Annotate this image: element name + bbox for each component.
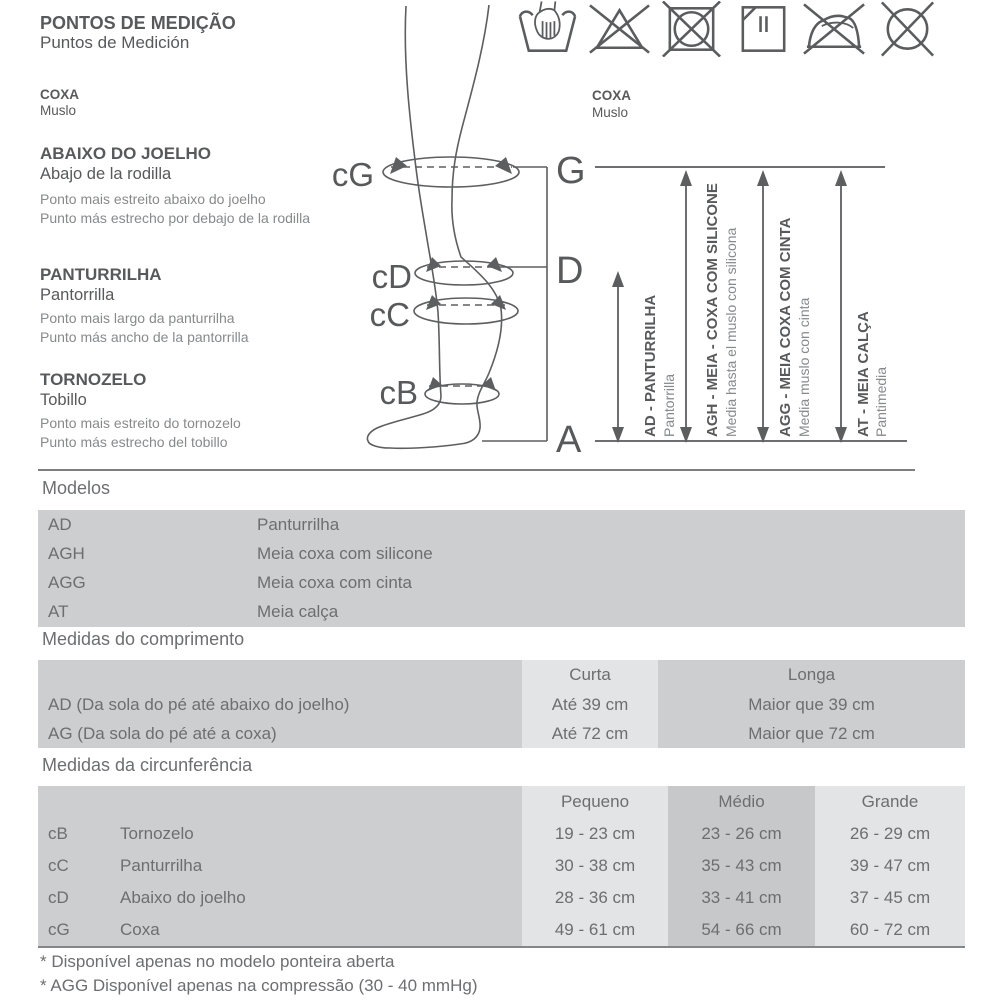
- circ-medio-value: 54 - 66 cm: [668, 914, 815, 946]
- point-name-es: Abajo de la rodilla: [40, 165, 172, 183]
- footnote-line: * AGG Disponível apenas na compressão (30 - 40 mmHg): [40, 976, 478, 995]
- circ-code: cD: [38, 882, 120, 914]
- label-cb: cB: [379, 374, 418, 411]
- circ-medio-value: 35 - 43 cm: [668, 850, 815, 882]
- circ-medio-value: 33 - 41 cm: [668, 882, 815, 914]
- thigh-label-pt: COXA: [592, 88, 632, 103]
- point-name-pt: PANTURRILHA: [40, 265, 162, 284]
- label-cd: cD: [371, 258, 412, 295]
- empty-header-cell: [38, 660, 522, 690]
- label-point-d: D: [556, 250, 584, 292]
- models-table: [38, 510, 965, 627]
- measure-point-tornozelo: [40, 370, 241, 451]
- arrow-sublabel-agh: Media hasta el muslo con silicona: [723, 227, 739, 437]
- model-code: AT: [48, 602, 69, 622]
- arrow-label-at: AT - MEIA CALÇA: [855, 311, 872, 437]
- circ-pequeno-value: 30 - 38 cm: [522, 850, 668, 882]
- circumference-section-title: Medidas da circunferência: [42, 755, 253, 775]
- measure-point-coxa: [40, 87, 79, 119]
- empty-header-cell: [120, 786, 522, 818]
- length-arrow-agg: [757, 170, 769, 443]
- measure-point-panturrilha: [40, 265, 249, 346]
- point-name-pt: TORNOZELO: [40, 370, 147, 389]
- thigh-label-es: Muslo: [592, 105, 629, 120]
- circ-grande-value: 39 - 47 cm: [815, 850, 965, 882]
- point-name-es: Tobillo: [40, 391, 87, 409]
- point-name-pt: COXA: [40, 87, 80, 102]
- label-point-g: G: [556, 150, 586, 192]
- arrow-sublabel-at: Pantimedia: [873, 366, 889, 437]
- cg-circumference-ring: [383, 157, 519, 187]
- col-header-medio: Médio: [668, 786, 815, 818]
- circ-grande-value: 37 - 45 cm: [815, 882, 965, 914]
- page-subtitle: Puntos de Medición: [40, 33, 190, 52]
- circ-grande-value: 26 - 29 cm: [815, 818, 965, 850]
- length-row-label: AD (Da sola do pé até abaixo do joelho): [38, 690, 522, 719]
- point-name-es: Pantorrilla: [40, 286, 115, 304]
- length-arrow-at: [835, 170, 847, 443]
- empty-header-cell: [38, 786, 120, 818]
- circ-grande-value: 60 - 72 cm: [815, 914, 965, 946]
- circ-label: Tornozelo: [120, 818, 522, 850]
- col-header-longa: Longa: [658, 660, 965, 690]
- model-code: AD: [48, 514, 72, 534]
- length-longa-value: Maior que 72 cm: [658, 719, 965, 748]
- length-arrow-agh: [680, 170, 692, 443]
- col-header-grande: Grande: [815, 786, 965, 818]
- leg-measurement-diagram: [330, 0, 1000, 465]
- point-desc-pt: Ponto mais estreito do tornozelo: [40, 415, 241, 431]
- point-desc-pt: Ponto mais largo da panturrilha: [40, 310, 235, 326]
- model-name: Meia calça: [257, 602, 339, 622]
- circ-pequeno-value: 28 - 36 cm: [522, 882, 668, 914]
- measure-point-abaixo-joelho: [40, 144, 310, 227]
- point-desc-es: Punto más estrecho por debajo de la rodilla: [40, 209, 311, 226]
- model-name: Panturrilha: [257, 514, 340, 534]
- model-code: AGG: [48, 573, 86, 593]
- circ-pequeno-value: 49 - 61 cm: [522, 914, 668, 946]
- circ-code: cB: [38, 818, 120, 850]
- point-name-es: Muslo: [40, 103, 77, 118]
- footnotes: [40, 950, 477, 998]
- length-arrow-ad: [612, 271, 624, 443]
- col-header-pequeno: Pequeno: [522, 786, 668, 818]
- length-curta-value: Até 72 cm: [522, 719, 658, 748]
- footnote-line: * Disponível apenas no modelo ponteira aberta: [40, 952, 395, 971]
- point-desc-es: Punto más ancho de la pantorrilla: [40, 328, 249, 345]
- cc-circumference-ring: [414, 295, 518, 324]
- arrow-label-ad: AD - PANTURRILHA: [642, 294, 659, 437]
- arrow-label-agg: AGG - MEIA COXA COM CINTA: [777, 217, 794, 437]
- cd-circumference-ring: [415, 257, 513, 285]
- circ-label: Coxa: [120, 914, 522, 946]
- circ-medio-value: 23 - 26 cm: [668, 818, 815, 850]
- circ-pequeno-value: 19 - 23 cm: [522, 818, 668, 850]
- label-cg: cG: [331, 156, 374, 193]
- cb-circumference-ring: [425, 377, 499, 404]
- arrow-label-agh: AGH - MEIA - COXA COM SILICONE: [704, 183, 721, 437]
- model-code: AGH: [48, 543, 85, 563]
- length-longa-value: Maior que 39 cm: [658, 690, 965, 719]
- circ-label: Panturrilha: [120, 850, 522, 882]
- circ-code: cC: [38, 850, 120, 882]
- point-name-pt: ABAIXO DO JOELHO: [40, 144, 211, 163]
- models-section-title: Modelos: [42, 478, 111, 498]
- model-name: Meia coxa com silicone: [257, 543, 433, 563]
- circ-code: cG: [38, 914, 120, 946]
- col-header-curta: Curta: [522, 660, 658, 690]
- page-title: PONTOS DE MEDIÇÃO: [40, 13, 236, 33]
- circumference-table: [38, 786, 965, 948]
- length-row-label: AG (Da sola do pé até a coxa): [38, 719, 522, 748]
- length-curta-value: Até 39 cm: [522, 690, 658, 719]
- point-desc-es: Punto más estrecho del tobillo: [40, 433, 228, 450]
- label-cc: cC: [369, 296, 410, 333]
- length-section-title: Medidas do comprimento: [42, 629, 245, 649]
- section-divider: [38, 469, 915, 471]
- model-name: Meia coxa com cinta: [257, 573, 412, 593]
- arrow-sublabel-ad: Pantorrilla: [661, 373, 677, 437]
- label-point-a: A: [556, 419, 582, 461]
- point-desc-pt: Ponto mais estreito abaixo do joelho: [40, 191, 266, 207]
- length-table: [38, 660, 965, 748]
- circ-label: Abaixo do joelho: [120, 882, 522, 914]
- arrow-sublabel-agg: Media muslo con cinta: [796, 297, 812, 437]
